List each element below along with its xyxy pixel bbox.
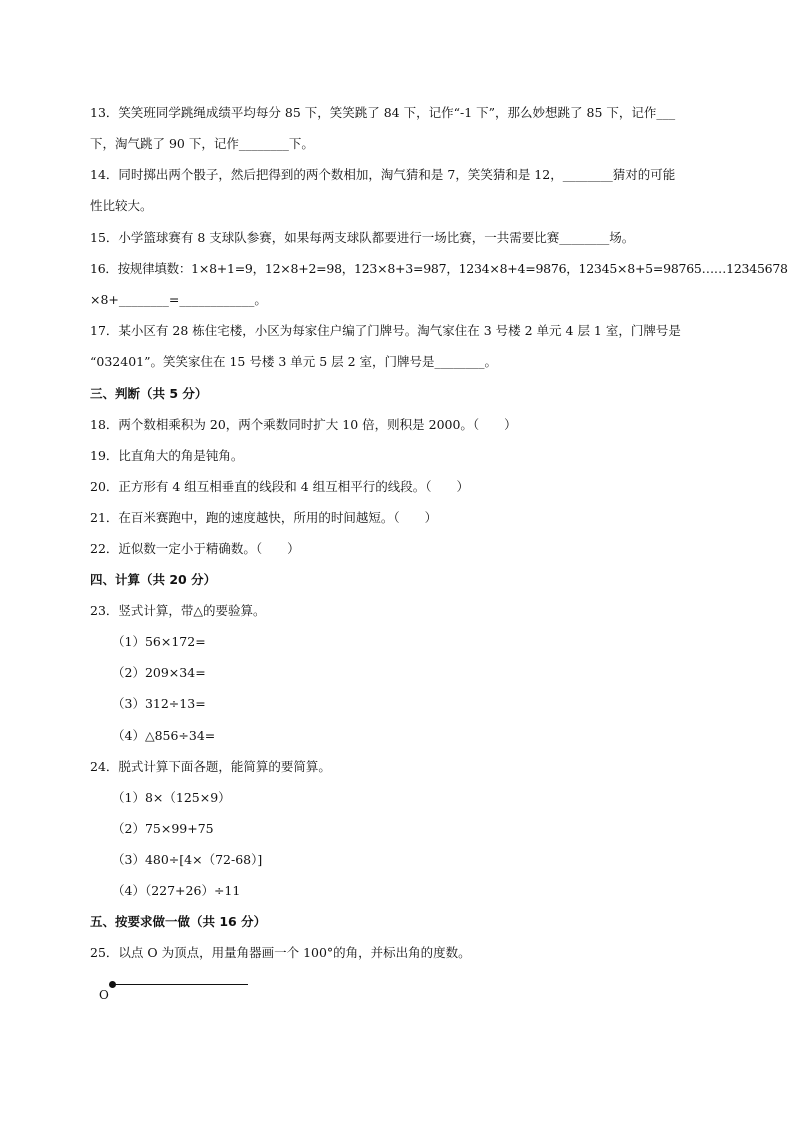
q23-item-3: （3）312÷13=	[112, 696, 206, 711]
q18: 18．两个数相乘积为 20，两个乘数同时扩大 10 倍，则积是 2000。（ ）	[90, 417, 517, 432]
section-tasks-heading: 五、按要求做一做（共 16 分）	[90, 914, 267, 929]
q24-item-1: （1）8×（125×9）	[112, 790, 231, 805]
q14-line1: 14．同时掷出两个骰子，然后把得到的两个数相加，淘气猜和是 7，笑笑猜和是 12，________猜对的可能	[90, 167, 676, 182]
q13-line2: 下，淘气跳了 90 下，记作________下。	[90, 136, 314, 151]
q17-line1: 17．某小区有 28 栋住宅楼，小区为每家住户编了门牌号。淘气家住在 3 号楼 2 单元 4 层 1 室，门牌号是	[90, 323, 681, 338]
vertex-label: O	[99, 988, 109, 1002]
q20: 20．正方形有 4 组互相垂直的线段和 4 组互相平行的线段。（ ）	[90, 479, 469, 494]
q23-item-1: （1）56×172=	[112, 634, 206, 649]
q24-title: 24．脱式计算下面各题，能简算的要简算。	[90, 759, 331, 774]
q25-title: 25．以点 O 为顶点，用量角器画一个 100°的角，并标出角的度数。	[90, 945, 471, 960]
q22: 22．近似数一定小于精确数。（ ）	[90, 541, 300, 556]
q16-line1: 16．按规律填数：1×8+1=9，12×8+2=98，123×8+3=987，1234×8+4=9876，12345×8+5=98765……12345678	[90, 261, 788, 276]
q24-item-2: （2）75×99+75	[112, 821, 214, 836]
vertex-point	[109, 981, 116, 988]
q24-item-3: （3）480÷[4×（72-68）]	[112, 852, 263, 867]
q21: 21．在百米赛跑中，跑的速度越快，所用的时间越短。（ ）	[90, 510, 438, 525]
angle-ray-line	[113, 984, 248, 985]
q24-item-4: （4）（227+26）÷11	[112, 883, 241, 898]
q14-line2: 性比较大。	[90, 198, 153, 213]
section-calculation-heading: 四、计算（共 20 分）	[90, 572, 217, 587]
q13-line1: 13．笑笑班同学跳绳成绩平均每分 85 下，笑笑跳了 84 下，记作“-1 下”，那么妙想跳了 85 下，记作___	[90, 105, 676, 120]
q16-line2: ×8+________=____________。	[90, 292, 267, 307]
q23-title: 23．竖式计算，带△的要验算。	[90, 603, 266, 618]
q19: 19．比直角大的角是钝角。	[90, 448, 244, 463]
q23-item-4: （4）△856÷34=	[112, 728, 216, 743]
q15-line1: 15．小学篮球赛有 8 支球队参赛，如果每两支球队都要进行一场比赛，一共需要比赛________场。	[90, 230, 635, 245]
section-judgement-heading: 三、判断（共 5 分）	[90, 386, 208, 401]
q23-item-2: （2）209×34=	[112, 665, 206, 680]
q17-line2: “032401”。笑笑家住在 15 号楼 3 单元 5 层 2 室，门牌号是________。	[90, 354, 498, 369]
